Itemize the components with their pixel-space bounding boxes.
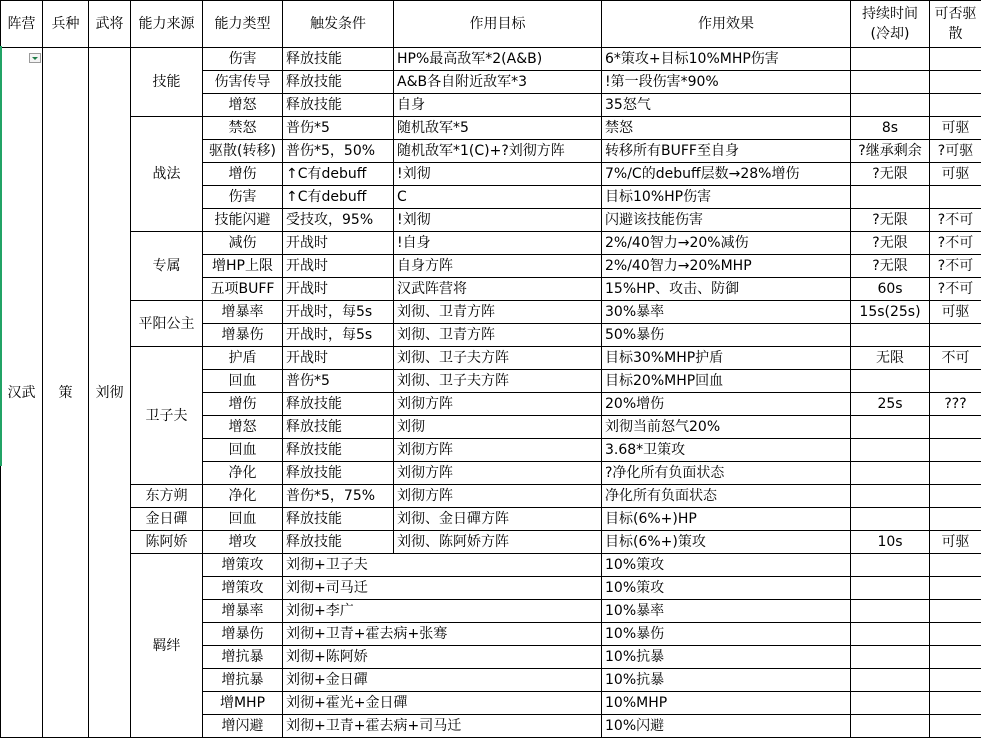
- duration-cell[interactable]: ?继承剩余: [851, 140, 930, 163]
- dispel-cell[interactable]: ?不可: [930, 232, 981, 255]
- target-cell[interactable]: 刘彻: [394, 416, 602, 439]
- effect-cell[interactable]: 20%增伤: [602, 393, 851, 416]
- type-cell[interactable]: 五项BUFF: [203, 278, 283, 301]
- trigger-cell[interactable]: 释放技能: [283, 508, 394, 531]
- effect-cell[interactable]: !第一段伤害*90%: [602, 71, 851, 94]
- duration-cell[interactable]: [851, 669, 930, 692]
- duration-cell[interactable]: ?无限: [851, 209, 930, 232]
- effect-cell[interactable]: 10%抗暴: [602, 669, 851, 692]
- table-row: [1, 48, 981, 71]
- effect-cell[interactable]: 50%暴伤: [602, 324, 851, 347]
- duration-cell[interactable]: 60s: [851, 278, 930, 301]
- bond-combo-cell[interactable]: 刘彻+卫青+霍去病+张骞: [283, 623, 602, 646]
- dispel-cell[interactable]: [930, 48, 981, 71]
- target-cell[interactable]: C: [394, 186, 602, 209]
- effect-cell[interactable]: 禁怒: [602, 117, 851, 140]
- duration-cell[interactable]: [851, 439, 930, 462]
- dispel-cell[interactable]: [930, 554, 981, 577]
- dispel-cell[interactable]: ???: [930, 393, 981, 416]
- effect-cell[interactable]: 10%闪避: [602, 715, 851, 738]
- dispel-cell[interactable]: [930, 508, 981, 531]
- header-trigger[interactable]: 触发条件: [283, 1, 394, 48]
- type-cell[interactable]: 增怒: [203, 94, 283, 117]
- trigger-cell[interactable]: 释放技能: [283, 462, 394, 485]
- type-cell[interactable]: 增MHP: [203, 692, 283, 715]
- trigger-cell[interactable]: 开战时: [283, 278, 394, 301]
- dispel-cell[interactable]: [930, 646, 981, 669]
- trigger-cell[interactable]: ↑C有debuff: [283, 186, 394, 209]
- source-cell[interactable]: 金日磾: [131, 508, 203, 531]
- duration-cell[interactable]: [851, 692, 930, 715]
- effect-cell[interactable]: ?净化所有负面状态: [602, 462, 851, 485]
- bond-combo-cell[interactable]: 刘彻+陈阿娇: [283, 646, 602, 669]
- dispel-cell[interactable]: ?不可: [930, 209, 981, 232]
- effect-cell[interactable]: 10%暴伤: [602, 623, 851, 646]
- source-cell[interactable]: 羁绊: [131, 554, 203, 738]
- header-general[interactable]: 武将: [89, 1, 131, 48]
- dispel-cell[interactable]: [930, 71, 981, 94]
- dispel-cell[interactable]: [930, 623, 981, 646]
- duration-cell[interactable]: [851, 94, 930, 117]
- effect-cell[interactable]: 目标10%HP伤害: [602, 186, 851, 209]
- duration-cell[interactable]: [851, 600, 930, 623]
- dispel-cell[interactable]: [930, 439, 981, 462]
- type-cell[interactable]: 净化: [203, 462, 283, 485]
- target-cell[interactable]: 随机敌军*5: [394, 117, 602, 140]
- duration-cell[interactable]: 25s: [851, 393, 930, 416]
- duration-cell[interactable]: [851, 462, 930, 485]
- source-cell[interactable]: 东方朔: [131, 485, 203, 508]
- target-cell[interactable]: 自身方阵: [394, 255, 602, 278]
- trigger-cell[interactable]: 开战时，每5s: [283, 324, 394, 347]
- trigger-cell[interactable]: ↑C有debuff: [283, 163, 394, 186]
- trigger-cell[interactable]: 开战时: [283, 232, 394, 255]
- source-cell[interactable]: 专属: [131, 232, 203, 301]
- header-camp[interactable]: 阵营: [1, 1, 43, 48]
- trigger-cell[interactable]: 普伤*5，50%: [283, 140, 394, 163]
- dispel-cell[interactable]: [930, 577, 981, 600]
- effect-cell[interactable]: 2%/40智力→20%MHP: [602, 255, 851, 278]
- table-row: [1, 485, 981, 508]
- type-cell[interactable]: 增抗暴: [203, 646, 283, 669]
- dispel-cell[interactable]: 可驱: [930, 163, 981, 186]
- header-duration[interactable]: 持续时间(冷却): [851, 1, 930, 48]
- type-cell[interactable]: 增闪避: [203, 715, 283, 738]
- bond-combo-cell[interactable]: 刘彻+金日磾: [283, 669, 602, 692]
- effect-cell[interactable]: 10%抗暴: [602, 646, 851, 669]
- effect-cell[interactable]: 35怒气: [602, 94, 851, 117]
- troop-cell[interactable]: 策: [43, 48, 89, 738]
- type-cell[interactable]: 增暴伤: [203, 623, 283, 646]
- trigger-cell[interactable]: 开战时: [283, 255, 394, 278]
- duration-cell[interactable]: ?无限: [851, 255, 930, 278]
- duration-cell[interactable]: 15s(25s): [851, 301, 930, 324]
- source-cell[interactable]: 战法: [131, 117, 203, 232]
- effect-cell[interactable]: 2%/40智力→20%减伤: [602, 232, 851, 255]
- camp-cell[interactable]: 汉武: [1, 48, 43, 738]
- header-effect[interactable]: 作用效果: [602, 1, 851, 48]
- effect-cell[interactable]: 15%HP、攻击、防御: [602, 278, 851, 301]
- effect-cell[interactable]: 目标20%MHP回血: [602, 370, 851, 393]
- effect-cell[interactable]: 转移所有BUFF至自身: [602, 140, 851, 163]
- duration-cell[interactable]: [851, 370, 930, 393]
- duration-cell[interactable]: [851, 715, 930, 738]
- type-cell[interactable]: 驱散(转移): [203, 140, 283, 163]
- dispel-cell[interactable]: 可驱: [930, 301, 981, 324]
- dispel-cell[interactable]: [930, 669, 981, 692]
- duration-cell[interactable]: ?无限: [851, 163, 930, 186]
- header-source[interactable]: 能力来源: [131, 1, 203, 48]
- type-cell[interactable]: 回血: [203, 439, 283, 462]
- target-cell[interactable]: 刘彻方阵: [394, 462, 602, 485]
- source-cell[interactable]: 陈阿娇: [131, 531, 203, 554]
- source-cell[interactable]: 卫子夫: [131, 347, 203, 485]
- dispel-cell[interactable]: [930, 485, 981, 508]
- target-cell[interactable]: !刘彻: [394, 209, 602, 232]
- duration-cell[interactable]: [851, 416, 930, 439]
- type-cell[interactable]: 增怒: [203, 416, 283, 439]
- table-row: [1, 117, 981, 140]
- duration-cell[interactable]: [851, 508, 930, 531]
- target-cell[interactable]: 刘彻、金日磾方阵: [394, 508, 602, 531]
- type-cell[interactable]: 增策攻: [203, 554, 283, 577]
- type-cell[interactable]: 增暴率: [203, 301, 283, 324]
- duration-cell[interactable]: ?无限: [851, 232, 930, 255]
- duration-cell[interactable]: [851, 71, 930, 94]
- dispel-cell[interactable]: [930, 692, 981, 715]
- trigger-cell[interactable]: 开战时，每5s: [283, 301, 394, 324]
- bond-combo-cell[interactable]: 刘彻+司马迁: [283, 577, 602, 600]
- type-cell[interactable]: 伤害: [203, 48, 283, 71]
- type-cell[interactable]: 增抗暴: [203, 669, 283, 692]
- type-cell[interactable]: 净化: [203, 485, 283, 508]
- target-cell[interactable]: A&B各自附近敌军*3: [394, 71, 602, 94]
- bond-combo-cell[interactable]: 刘彻+李广: [283, 600, 602, 623]
- effect-cell[interactable]: 10%策攻: [602, 577, 851, 600]
- dispel-cell[interactable]: [930, 416, 981, 439]
- duration-cell[interactable]: 无限: [851, 347, 930, 370]
- target-cell[interactable]: 刘彻、卫子夫方阵: [394, 347, 602, 370]
- bond-combo-cell[interactable]: 刘彻+卫子夫: [283, 554, 602, 577]
- duration-cell[interactable]: [851, 324, 930, 347]
- bond-combo-cell[interactable]: 刘彻+霍光+金日磾: [283, 692, 602, 715]
- target-cell[interactable]: 刘彻、卫青方阵: [394, 301, 602, 324]
- trigger-cell[interactable]: 释放技能: [283, 393, 394, 416]
- dispel-cell[interactable]: ?不可: [930, 278, 981, 301]
- type-cell[interactable]: 禁怒: [203, 117, 283, 140]
- trigger-cell[interactable]: 释放技能: [283, 94, 394, 117]
- type-cell[interactable]: 增策攻: [203, 577, 283, 600]
- effect-cell[interactable]: 目标30%MHP护盾: [602, 347, 851, 370]
- dispel-cell[interactable]: ?不可: [930, 255, 981, 278]
- dispel-cell[interactable]: [930, 715, 981, 738]
- effect-cell[interactable]: 净化所有负面状态: [602, 485, 851, 508]
- general-cell[interactable]: 刘彻: [89, 48, 131, 738]
- table-row: [1, 347, 981, 370]
- table-row: [1, 554, 981, 577]
- target-cell[interactable]: 刘彻方阵: [394, 393, 602, 416]
- dispel-cell[interactable]: [930, 600, 981, 623]
- target-cell[interactable]: !自身: [394, 232, 602, 255]
- trigger-cell[interactable]: 释放技能: [283, 71, 394, 94]
- dispel-cell[interactable]: [930, 462, 981, 485]
- table-row: [1, 232, 981, 255]
- dispel-cell[interactable]: 可驱: [930, 117, 981, 140]
- effect-cell[interactable]: 闪避该技能伤害: [602, 209, 851, 232]
- trigger-cell[interactable]: 受技攻，95%: [283, 209, 394, 232]
- effect-cell[interactable]: 10%策攻: [602, 554, 851, 577]
- duration-cell[interactable]: 10s: [851, 531, 930, 554]
- trigger-cell[interactable]: 普伤*5: [283, 370, 394, 393]
- effect-cell[interactable]: 10%MHP: [602, 692, 851, 715]
- effect-cell[interactable]: 10%暴率: [602, 600, 851, 623]
- type-cell[interactable]: 回血: [203, 508, 283, 531]
- target-cell[interactable]: 刘彻方阵: [394, 439, 602, 462]
- effect-cell[interactable]: 7%/C的debuff层数→28%增伤: [602, 163, 851, 186]
- header-row: [1, 1, 981, 48]
- effect-cell[interactable]: 30%暴率: [602, 301, 851, 324]
- type-cell[interactable]: 护盾: [203, 347, 283, 370]
- duration-cell[interactable]: [851, 577, 930, 600]
- type-cell[interactable]: 增暴伤: [203, 324, 283, 347]
- type-cell[interactable]: 增HP上限: [203, 255, 283, 278]
- dispel-cell[interactable]: 可驱: [930, 531, 981, 554]
- type-cell[interactable]: 增攻: [203, 531, 283, 554]
- effect-cell[interactable]: 目标(6%+)策攻: [602, 531, 851, 554]
- type-cell[interactable]: 伤害: [203, 186, 283, 209]
- duration-cell[interactable]: 8s: [851, 117, 930, 140]
- trigger-cell[interactable]: 普伤*5: [283, 117, 394, 140]
- bond-combo-cell[interactable]: 刘彻+卫青+霍去病+司马迁: [283, 715, 602, 738]
- duration-cell[interactable]: [851, 554, 930, 577]
- dispel-cell[interactable]: [930, 370, 981, 393]
- target-cell[interactable]: 刘彻、卫子夫方阵: [394, 370, 602, 393]
- target-cell[interactable]: 自身: [394, 94, 602, 117]
- trigger-cell[interactable]: 开战时: [283, 347, 394, 370]
- dispel-cell[interactable]: [930, 186, 981, 209]
- table-row: [1, 508, 981, 531]
- duration-cell[interactable]: [851, 48, 930, 71]
- target-cell[interactable]: !刘彻: [394, 163, 602, 186]
- trigger-cell[interactable]: 普伤*5，75%: [283, 485, 394, 508]
- type-cell[interactable]: 技能闪避: [203, 209, 283, 232]
- source-cell[interactable]: 技能: [131, 48, 203, 117]
- dispel-cell[interactable]: ?可驱: [930, 140, 981, 163]
- effect-cell[interactable]: 刘彻当前怒气20%: [602, 416, 851, 439]
- target-cell[interactable]: 汉武阵营将: [394, 278, 602, 301]
- type-cell[interactable]: 增伤: [203, 393, 283, 416]
- type-cell[interactable]: 增暴率: [203, 600, 283, 623]
- effect-cell[interactable]: 6*策攻+目标10%MHP伤害: [602, 48, 851, 71]
- trigger-cell[interactable]: 释放技能: [283, 416, 394, 439]
- duration-cell[interactable]: [851, 646, 930, 669]
- dispel-cell[interactable]: 不可: [930, 347, 981, 370]
- type-cell[interactable]: 伤害传导: [203, 71, 283, 94]
- type-cell[interactable]: 回血: [203, 370, 283, 393]
- header-type[interactable]: 能力类型: [203, 1, 283, 48]
- trigger-cell[interactable]: 释放技能: [283, 48, 394, 71]
- target-cell[interactable]: 刘彻、陈阿娇方阵: [394, 531, 602, 554]
- table-row: [1, 531, 981, 554]
- trigger-cell[interactable]: 释放技能: [283, 439, 394, 462]
- source-cell[interactable]: 平阳公主: [131, 301, 203, 347]
- type-cell[interactable]: 减伤: [203, 232, 283, 255]
- dropdown-filter-icon[interactable]: [29, 53, 41, 63]
- trigger-cell[interactable]: 释放技能: [283, 531, 394, 554]
- duration-cell[interactable]: [851, 623, 930, 646]
- target-cell[interactable]: 刘彻方阵: [394, 485, 602, 508]
- table-row: [1, 301, 981, 324]
- dispel-cell[interactable]: [930, 324, 981, 347]
- effect-cell[interactable]: 目标(6%+)HP: [602, 508, 851, 531]
- target-cell[interactable]: 刘彻、卫青方阵: [394, 324, 602, 347]
- type-cell[interactable]: 增伤: [203, 163, 283, 186]
- dispel-cell[interactable]: [930, 94, 981, 117]
- header-target[interactable]: 作用目标: [394, 1, 602, 48]
- duration-cell[interactable]: [851, 485, 930, 508]
- effect-cell[interactable]: 3.68*卫策攻: [602, 439, 851, 462]
- header-troop[interactable]: 兵种: [43, 1, 89, 48]
- target-cell[interactable]: HP%最高敌军*2(A&B): [394, 48, 602, 71]
- target-cell[interactable]: 随机敌军*1(C)+?刘彻方阵: [394, 140, 602, 163]
- header-dispel[interactable]: 可否驱散: [930, 1, 981, 48]
- duration-cell[interactable]: [851, 186, 930, 209]
